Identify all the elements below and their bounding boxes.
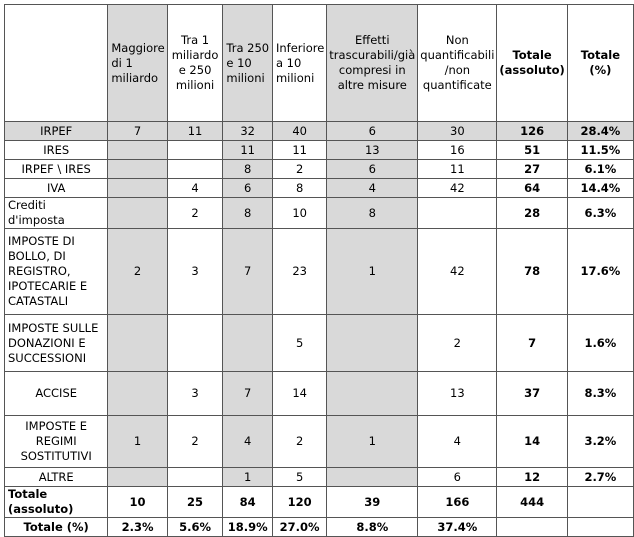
cell: 7 (223, 372, 273, 416)
cell (108, 141, 167, 160)
cell (167, 160, 223, 179)
cell-percent: 3.2% (567, 416, 633, 468)
cell: 25 (167, 487, 223, 518)
header-cell-label (5, 5, 108, 122)
cell: 40 (272, 122, 326, 141)
cell (327, 372, 418, 416)
cell: 11 (167, 122, 223, 141)
row-label: IRES (5, 141, 108, 160)
cell: 1 (223, 468, 273, 487)
header-cell-over-1-billion: Maggiore di 1 miliardo (108, 5, 167, 122)
row-label: IRPEF \ IRES (5, 160, 108, 179)
cell: 2 (418, 315, 497, 372)
table-row (5, 122, 634, 141)
cell: 4 (327, 179, 418, 198)
cell-percent: 6.3% (567, 198, 633, 229)
cell: 3 (167, 372, 223, 416)
cell: 8.8% (327, 518, 418, 537)
table-row (5, 179, 634, 198)
table-row (5, 198, 634, 229)
header-row (5, 5, 634, 122)
table-row (5, 416, 634, 468)
cell (108, 372, 167, 416)
cell: 4 (167, 179, 223, 198)
cell-total: 12 (497, 468, 567, 487)
cell: 6 (418, 468, 497, 487)
cell: 5 (272, 468, 326, 487)
cell: 37.4% (418, 518, 497, 537)
row-label: IVA (5, 179, 108, 198)
row-label: ALTRE (5, 468, 108, 487)
cell (167, 468, 223, 487)
cell-total (497, 518, 567, 537)
cell (327, 468, 418, 487)
cell: 14 (272, 372, 326, 416)
cell (418, 198, 497, 229)
header-cell-total-percent: Totale (%) (567, 5, 633, 122)
header-cell-250-to-10-million: Tra 250 e 10 milioni (223, 5, 273, 122)
table-row (5, 229, 634, 315)
cell-percent: 2.7% (567, 468, 633, 487)
cell: 8 (272, 179, 326, 198)
cell: 32 (223, 122, 273, 141)
table-row (5, 141, 634, 160)
cell: 1 (327, 229, 418, 315)
header-cell-not-quantifiable: Non quantificabili /non quantificate (418, 5, 497, 122)
cell: 11 (418, 160, 497, 179)
cell-total: 37 (497, 372, 567, 416)
cell: 1 (108, 416, 167, 468)
cell: 13 (327, 141, 418, 160)
cell-percent: 1.6% (567, 315, 633, 372)
cell (327, 315, 418, 372)
cell-percent: 6.1% (567, 160, 633, 179)
cell-total: 78 (497, 229, 567, 315)
cell: 2 (108, 229, 167, 315)
cell-total: 14 (497, 416, 567, 468)
header-cell-1-billion-to-250-million: Tra 1 miliardo e 250 milioni (167, 5, 223, 122)
cell: 6 (327, 160, 418, 179)
tax-measures-table (4, 4, 634, 537)
row-label: Totale (assoluto) (5, 487, 108, 518)
row-label: IMPOSTE SULLE DONAZIONI E SUCCESSIONI (5, 315, 108, 372)
cell (167, 141, 223, 160)
cell: 120 (272, 487, 326, 518)
cell: 8 (223, 160, 273, 179)
cell: 18.9% (223, 518, 273, 537)
cell: 3 (167, 229, 223, 315)
table-row (5, 315, 634, 372)
cell: 11 (223, 141, 273, 160)
cell (108, 315, 167, 372)
header-cell-negligible-effects: Effetti trascurabili/già compresi in altre misure (327, 5, 418, 122)
row-label: Crediti d'imposta (5, 198, 108, 229)
cell (108, 160, 167, 179)
cell-percent: 17.6% (567, 229, 633, 315)
cell: 1 (327, 416, 418, 468)
cell: 10 (108, 487, 167, 518)
cell: 5.6% (167, 518, 223, 537)
cell (223, 315, 273, 372)
cell: 13 (418, 372, 497, 416)
cell: 6 (223, 179, 273, 198)
cell-percent: 14.4% (567, 179, 633, 198)
cell: 8 (223, 198, 273, 229)
cell: 8 (327, 198, 418, 229)
row-label: Totale (%) (5, 518, 108, 537)
cell: 2 (167, 416, 223, 468)
cell: 2 (272, 416, 326, 468)
cell-total: 27 (497, 160, 567, 179)
cell-total: 126 (497, 122, 567, 141)
cell: 7 (108, 122, 167, 141)
cell: 5 (272, 315, 326, 372)
cell-total: 64 (497, 179, 567, 198)
cell-percent (567, 487, 633, 518)
header-cell-total-absolute: Totale (assoluto) (497, 5, 567, 122)
cell: 16 (418, 141, 497, 160)
cell (108, 468, 167, 487)
cell-total: 51 (497, 141, 567, 160)
cell (167, 315, 223, 372)
cell (108, 198, 167, 229)
cell: 2.3% (108, 518, 167, 537)
table-container (4, 4, 634, 537)
cell: 2 (167, 198, 223, 229)
cell: 42 (418, 179, 497, 198)
cell: 4 (418, 416, 497, 468)
cell: 4 (223, 416, 273, 468)
table-row (5, 372, 634, 416)
cell: 42 (418, 229, 497, 315)
cell: 166 (418, 487, 497, 518)
row-label: ACCISE (5, 372, 108, 416)
cell: 7 (223, 229, 273, 315)
cell: 2 (272, 160, 326, 179)
cell: 27.0% (272, 518, 326, 537)
row-label: IMPOSTE DI BOLLO, DI REGISTRO, IPOTECARIE E CATASTALI (5, 229, 108, 315)
total-percent-row (5, 518, 634, 537)
cell: 84 (223, 487, 273, 518)
table-row (5, 160, 634, 179)
cell: 6 (327, 122, 418, 141)
row-label: IMPOSTE E REGIMI SOSTITUTIVI (5, 416, 108, 468)
cell: 39 (327, 487, 418, 518)
total-absolute-row (5, 487, 634, 518)
cell-percent: 28.4% (567, 122, 633, 141)
cell: 10 (272, 198, 326, 229)
cell-total: 444 (497, 487, 567, 518)
header-cell-under-10-million: Inferiore a 10 milioni (272, 5, 326, 122)
cell: 11 (272, 141, 326, 160)
cell-percent: 11.5% (567, 141, 633, 160)
cell-total: 28 (497, 198, 567, 229)
cell-total: 7 (497, 315, 567, 372)
cell: 30 (418, 122, 497, 141)
cell: 23 (272, 229, 326, 315)
row-label: IRPEF (5, 122, 108, 141)
cell (108, 179, 167, 198)
table-row (5, 468, 634, 487)
cell-percent: 8.3% (567, 372, 633, 416)
cell-percent (567, 518, 633, 537)
